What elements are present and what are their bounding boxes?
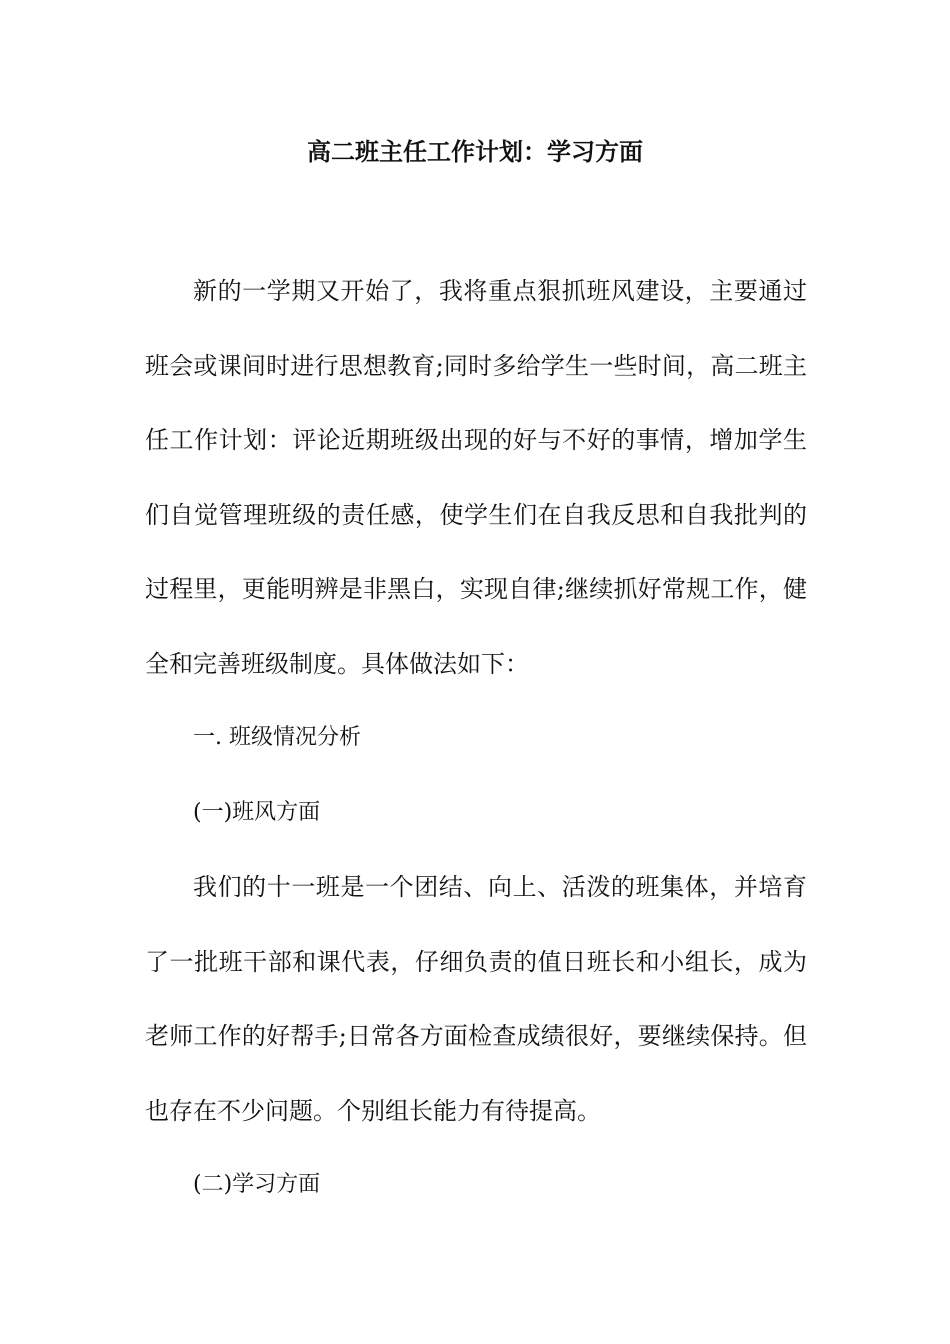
subsection-heading-study: (二)学习方面 (193, 1172, 321, 1197)
paragraph-intro: 新的一学期又开始了，我将重点狠抓班风建设，主要通过班会或课间时进行思想教育;同时多给学生一些时间，高二班主任工作计划：评论近期班级出现的好与不好的事情，增加学生们自觉管理班级的责任感，使学生们在自我反思和自我批判的过程里，更能明辨是非黑白，实现自律;继续抓好常规工作，健全和完善班级制度。具体做法如下： (145, 277, 807, 678)
section-heading-class-analysis: 一. 班级情况分析 (193, 725, 361, 750)
document-title: 高二班主任工作计划：学习方面 (307, 137, 643, 166)
paragraph-class-style: 我们的十一班是一个团结、向上、活泼的班集体，并培育了一批班干部和课代表，仔细负责的值日班长和小组长，成为老师工作的好帮手;日常各方面检查成绩很好，要继续保持。但也存在不少问题。个别组长能力有待提高。 (145, 873, 807, 1125)
subsection-heading-class-style: (一)班风方面 (193, 799, 321, 825)
document-body (145, 254, 807, 1223)
